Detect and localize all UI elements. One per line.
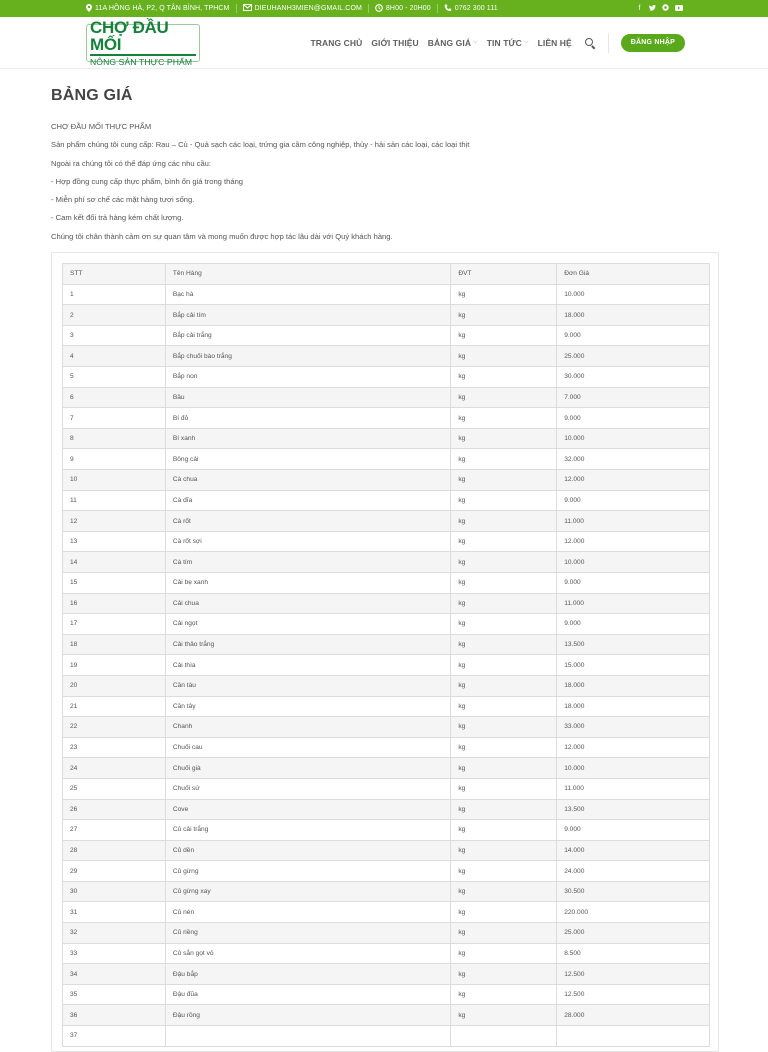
cell-item-name: Bắp chuối bào trắng: [165, 346, 451, 367]
email-link[interactable]: DIEUHANH3MIEN@GMAIL.COM: [254, 5, 362, 12]
instagram-icon[interactable]: [662, 4, 669, 13]
cell-stt: 9: [63, 449, 166, 470]
cell-unit: kg: [451, 861, 557, 882]
cell-price: 12.000: [557, 531, 710, 552]
table-row: [63, 881, 710, 902]
cell-unit: kg: [451, 696, 557, 717]
cell-unit: kg: [451, 325, 557, 346]
table-row: [63, 655, 710, 676]
logo-subtitle: NÔNG SẢN THỰC PHẨM: [90, 56, 193, 67]
cell-unit: kg: [451, 820, 557, 841]
cell-price: 33.000: [557, 717, 710, 738]
cell-unit: kg: [451, 902, 557, 923]
table-row: [63, 305, 710, 326]
nav-label: TIN TỨC: [486, 37, 522, 48]
cell-stt: 24: [63, 758, 166, 779]
cell-stt: 23: [63, 737, 166, 758]
envelope-icon: [243, 4, 252, 13]
table-body: [63, 284, 710, 1046]
site-header: [0, 17, 768, 69]
table-row: [63, 572, 710, 593]
cell-stt: 26: [63, 799, 166, 820]
cell-unit: kg: [451, 511, 557, 532]
nav-label: LIÊN HỆ: [537, 37, 572, 48]
table-row: [63, 428, 710, 449]
cell-unit: kg: [451, 531, 557, 552]
cell-item-name: Chanh: [165, 717, 451, 738]
cell-price: 32.000: [557, 449, 710, 470]
cell-stt: 37: [63, 1026, 166, 1047]
cell-stt: 25: [63, 778, 166, 799]
table-row: [63, 449, 710, 470]
intro-text: [51, 122, 717, 250]
cell-unit: kg: [451, 1005, 557, 1026]
header-stt: STT: [63, 264, 166, 285]
table-row: [63, 717, 710, 738]
cell-price: 18.000: [557, 696, 710, 717]
cell-stt: 30: [63, 881, 166, 902]
nav-label: BẢNG GIÁ: [427, 37, 472, 48]
table-row: [63, 470, 710, 491]
header-item-name: Tên Hàng: [165, 264, 451, 285]
phone-item[interactable]: [438, 4, 504, 14]
cell-stt: 12: [63, 511, 166, 532]
cell-item-name: Cà rốt sợi: [165, 531, 451, 552]
price-table-container: [51, 252, 719, 1052]
chevron-down-icon: ⌵: [523, 39, 529, 45]
cell-stt: 16: [63, 593, 166, 614]
clock-icon: [375, 4, 383, 14]
cell-unit: kg: [451, 923, 557, 944]
cell-stt: 18: [63, 634, 166, 655]
cell-unit: kg: [451, 840, 557, 861]
cell-item-name: Cà rốt: [165, 511, 451, 532]
table-row: [63, 861, 710, 882]
table-row: [63, 902, 710, 923]
cell-unit: kg: [451, 490, 557, 511]
cell-price: 9.000: [557, 490, 710, 511]
cell-stt: 15: [63, 572, 166, 593]
cell-price: 30.500: [557, 881, 710, 902]
cell-item-name: Bí xanh: [165, 428, 451, 449]
cell-item-name: Chuối già: [165, 758, 451, 779]
table-row: [63, 799, 710, 820]
cell-item-name: Cần tây: [165, 696, 451, 717]
cell-unit: kg: [451, 614, 557, 635]
cell-price: 9.000: [557, 408, 710, 429]
cell-item-name: Bông cải: [165, 449, 451, 470]
cell-unit: kg: [451, 717, 557, 738]
cell-item-name: Bắp non: [165, 367, 451, 388]
cell-item-name: Cần tàu: [165, 675, 451, 696]
cell-stt: 36: [63, 1005, 166, 1026]
cell-stt: 31: [63, 902, 166, 923]
top-bar: [0, 0, 768, 17]
cell-stt: 35: [63, 984, 166, 1005]
cell-stt: 20: [63, 675, 166, 696]
cell-price: 18.000: [557, 675, 710, 696]
cell-stt: 22: [63, 717, 166, 738]
cell-unit: kg: [451, 387, 557, 408]
cell-price: 10.000: [557, 552, 710, 573]
cell-price: 7.000: [557, 387, 710, 408]
cell-price: 25.000: [557, 346, 710, 367]
table-row: [63, 614, 710, 635]
intro-line: - Hợp đồng cung cấp thực phẩm, bình ổn giá trong tháng: [51, 176, 244, 186]
cell-item-name: Củ dền: [165, 840, 451, 861]
nav-label: GIỚI THIỆU: [371, 37, 419, 48]
table-row: [63, 346, 710, 367]
address-text: 11A HỒNG HÀ, P2, Q TÂN BÌNH, TPHCM: [95, 5, 230, 12]
intro-line: Sản phẩm chúng tôi cung cấp: Rau – Củ - Quả sạch các loại, trứng gia cầm công nghiệp, thủy - hải sản các loại, các loại thịt: [51, 140, 470, 150]
cell-stt: 13: [63, 531, 166, 552]
table-row: [63, 820, 710, 841]
cell-stt: 10: [63, 470, 166, 491]
nav-label: TRANG CHỦ: [310, 37, 363, 48]
cell-unit: kg: [451, 675, 557, 696]
table-row: [63, 778, 710, 799]
table-row: [63, 531, 710, 552]
cell-unit: kg: [451, 449, 557, 470]
cell-unit: kg: [451, 737, 557, 758]
table-row: [63, 1026, 710, 1047]
cell-item-name: Cove: [165, 799, 451, 820]
cell-stt: 17: [63, 614, 166, 635]
cell-unit: kg: [451, 881, 557, 902]
cell-stt: 1: [63, 284, 166, 305]
header-price: Đơn Giá: [557, 264, 710, 285]
table-row: [63, 984, 710, 1005]
cell-unit: kg: [451, 367, 557, 388]
cell-stt: 29: [63, 861, 166, 882]
table-row: [63, 737, 710, 758]
cell-item-name: Củ gừng xay: [165, 881, 451, 902]
main-content: [0, 87, 768, 1052]
cell-price: 11.000: [557, 778, 710, 799]
cell-unit: kg: [451, 778, 557, 799]
cell-price: [557, 1026, 710, 1047]
table-row: [63, 634, 710, 655]
cell-price: 10.000: [557, 428, 710, 449]
cell-item-name: Bí đỏ: [165, 408, 451, 429]
cell-price: 18.000: [557, 305, 710, 326]
cell-price: 25.000: [557, 923, 710, 944]
cell-unit: kg: [451, 305, 557, 326]
cell-price: 9.000: [557, 572, 710, 593]
cell-price: 13.500: [557, 799, 710, 820]
cell-unit: kg: [451, 964, 557, 985]
cell-price: 220.000: [557, 902, 710, 923]
table-row: [63, 943, 710, 964]
nav-item-about[interactable]: [371, 38, 418, 48]
cell-price: 11.000: [557, 593, 710, 614]
phone-link[interactable]: 0762 300 111: [454, 5, 498, 12]
intro-line: Ngoài ra chúng tôi có thể đáp ứng các nhu cầu:: [51, 158, 212, 168]
cell-item-name: Cà chua: [165, 470, 451, 491]
table-row: [63, 490, 710, 511]
header-unit: ĐVT: [451, 264, 557, 285]
cell-stt: 19: [63, 655, 166, 676]
table-row: [63, 387, 710, 408]
cell-stt: 4: [63, 346, 166, 367]
cell-item-name: Cà dĩa: [165, 490, 451, 511]
cell-price: 15.000: [557, 655, 710, 676]
nav-item-home[interactable]: [310, 38, 362, 48]
intro-line: - Cam kết đổi trả hàng kém chất lượng.: [51, 213, 184, 223]
cell-price: 12.000: [557, 470, 710, 491]
intro-line: CHỢ ĐẦU MỐI THỰC PHẨM: [51, 122, 152, 131]
address-item: [86, 4, 236, 14]
cell-unit: [451, 1026, 557, 1047]
contact-info: [86, 4, 504, 14]
cell-stt: 6: [63, 387, 166, 408]
cell-item-name: Củ riềng: [165, 923, 451, 944]
table-row: [63, 325, 710, 346]
cell-price: 9.000: [557, 325, 710, 346]
cell-item-name: Đậu đũa: [165, 984, 451, 1005]
logo[interactable]: [86, 17, 200, 67]
search-icon[interactable]: [584, 37, 596, 49]
cell-item-name: Cải thảo trắng: [165, 634, 451, 655]
cell-stt: 34: [63, 964, 166, 985]
cell-unit: kg: [451, 284, 557, 305]
cell-item-name: Bắp cải trắng: [165, 325, 451, 346]
cell-unit: kg: [451, 470, 557, 491]
cell-stt: 2: [63, 305, 166, 326]
hours-item: [369, 4, 437, 14]
cell-item-name: Củ sắn gọt vỏ: [165, 943, 451, 964]
cell-item-name: Cà tím: [165, 552, 451, 573]
logo-title: CHỢ ĐẦU MỐI: [90, 19, 196, 56]
cell-unit: kg: [451, 799, 557, 820]
cell-item-name: Bầu: [165, 387, 451, 408]
phone-icon: [444, 4, 452, 14]
cell-price: 30.000: [557, 367, 710, 388]
chevron-down-icon: ⌵: [473, 39, 478, 45]
table-row: [63, 758, 710, 779]
table-row: [63, 964, 710, 985]
price-table: [62, 263, 710, 1047]
cell-unit: kg: [451, 408, 557, 429]
table-row: [63, 923, 710, 944]
nav-divider: [608, 33, 609, 53]
social-links: [636, 4, 682, 13]
cell-unit: kg: [451, 634, 557, 655]
facebook-icon[interactable]: f: [638, 5, 641, 12]
cell-unit: kg: [451, 572, 557, 593]
intro-line: Chúng tôi chân thành cảm ơn sự quan tâm và mong muốn được hợp tác lâu dài với Quý khách hàng.: [51, 231, 393, 241]
cell-price: 9.000: [557, 614, 710, 635]
cell-item-name: Chuối cau: [165, 737, 451, 758]
cell-item-name: Đậu bắp: [165, 964, 451, 985]
cell-item-name: [165, 1026, 451, 1047]
cell-price: 10.000: [557, 758, 710, 779]
cell-stt: 7: [63, 408, 166, 429]
nav-item-contact[interactable]: [538, 38, 572, 48]
table-row: [63, 367, 710, 388]
nav-item-news[interactable]: [487, 38, 529, 48]
page-title: BẢNG GIÁ: [51, 87, 133, 104]
cell-stt: 5: [63, 367, 166, 388]
cell-item-name: Chuối sứ: [165, 778, 451, 799]
table-row: [63, 1005, 710, 1026]
table-row: [63, 408, 710, 429]
cell-stt: 32: [63, 923, 166, 944]
table-row: [63, 284, 710, 305]
cell-item-name: Cải chua: [165, 593, 451, 614]
cell-unit: kg: [451, 552, 557, 573]
table-row: [63, 840, 710, 861]
cell-price: 28.000: [557, 1005, 710, 1026]
cell-item-name: Bạc hà: [165, 284, 451, 305]
cell-price: 13.500: [557, 634, 710, 655]
table-row: [63, 696, 710, 717]
intro-line: - Miễn phí sơ chế các mặt hàng tươi sống.: [51, 195, 195, 205]
cell-price: 14.000: [557, 840, 710, 861]
table-row: [63, 675, 710, 696]
twitter-icon[interactable]: [649, 5, 656, 13]
cell-price: 12.000: [557, 737, 710, 758]
cell-price: 10.000: [557, 284, 710, 305]
cell-stt: 28: [63, 840, 166, 861]
cell-unit: kg: [451, 346, 557, 367]
cell-unit: kg: [451, 943, 557, 964]
cell-stt: 27: [63, 820, 166, 841]
cell-stt: 3: [63, 325, 166, 346]
cell-item-name: Cải thìa: [165, 655, 451, 676]
cell-item-name: Cải bẹ xanh: [165, 572, 451, 593]
cell-item-name: Cải ngọt: [165, 614, 451, 635]
cell-stt: 11: [63, 490, 166, 511]
nav-item-price-list[interactable]: [428, 38, 478, 48]
cell-price: 12.500: [557, 984, 710, 1005]
cell-unit: kg: [451, 593, 557, 614]
login-button[interactable]: ĐĂNG NHẬP: [621, 34, 685, 52]
map-pin-icon: [86, 4, 92, 14]
table-header-row: [63, 264, 710, 285]
cell-stt: 21: [63, 696, 166, 717]
cell-stt: 14: [63, 552, 166, 573]
table-row: [63, 593, 710, 614]
cell-stt: 33: [63, 943, 166, 964]
cell-price: 8.500: [557, 943, 710, 964]
cell-item-name: Củ gừng: [165, 861, 451, 882]
main-nav: [310, 33, 685, 53]
cell-price: 9.000: [557, 820, 710, 841]
cell-unit: kg: [451, 655, 557, 676]
youtube-icon[interactable]: [675, 5, 682, 13]
cell-item-name: Bắp cải tím: [165, 305, 451, 326]
email-item[interactable]: [237, 4, 368, 13]
cell-price: 24.000: [557, 861, 710, 882]
cell-price: 12.500: [557, 964, 710, 985]
cell-item-name: Củ cải trắng: [165, 820, 451, 841]
cell-item-name: Củ nén: [165, 902, 451, 923]
cell-unit: kg: [451, 984, 557, 1005]
cell-unit: kg: [451, 428, 557, 449]
cell-item-name: Đậu rồng: [165, 1005, 451, 1026]
hours-text: 8H00 - 20H00: [385, 5, 431, 12]
cell-price: 11.000: [557, 511, 710, 532]
table-row: [63, 552, 710, 573]
table-row: [63, 511, 710, 532]
cell-unit: kg: [451, 758, 557, 779]
cell-stt: 8: [63, 428, 166, 449]
